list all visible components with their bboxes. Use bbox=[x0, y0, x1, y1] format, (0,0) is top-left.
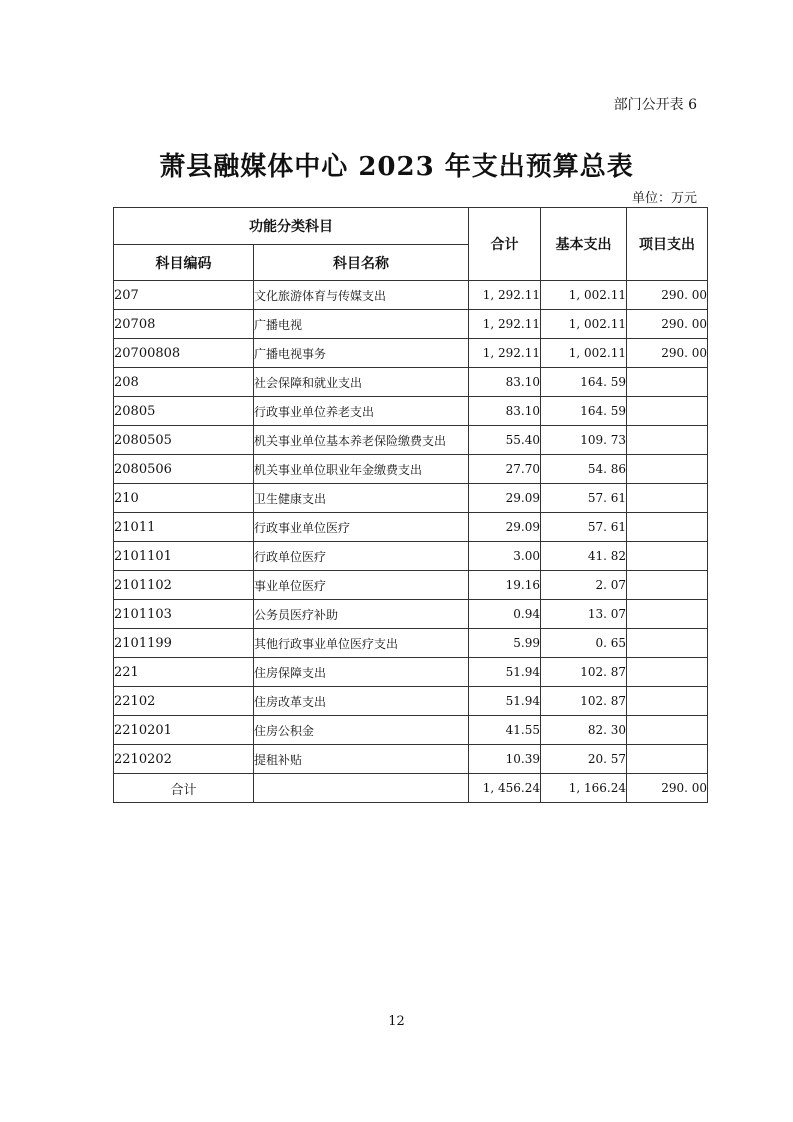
cell-basic: 41. 82 bbox=[541, 542, 627, 571]
cell-basic: 164. 59 bbox=[541, 368, 627, 397]
summary-basic: 1, 166.24 bbox=[541, 774, 627, 803]
cell-code: 2101199 bbox=[114, 629, 254, 658]
cell-code: 2101102 bbox=[114, 571, 254, 600]
table-row bbox=[114, 542, 708, 571]
cell-total: 1, 292.11 bbox=[469, 339, 541, 368]
cell-project bbox=[627, 513, 708, 542]
cell-basic: 102. 87 bbox=[541, 658, 627, 687]
header-total: 合计 bbox=[469, 208, 541, 281]
cell-project bbox=[627, 745, 708, 774]
cell-total: 83.10 bbox=[469, 368, 541, 397]
cell-project bbox=[627, 397, 708, 426]
cell-basic: 57. 61 bbox=[541, 513, 627, 542]
summary-row bbox=[114, 774, 708, 803]
cell-name: 提租补贴 bbox=[254, 745, 469, 774]
cell-basic: 2. 07 bbox=[541, 571, 627, 600]
cell-code: 20805 bbox=[114, 397, 254, 426]
cell-code: 22102 bbox=[114, 687, 254, 716]
cell-total: 5.99 bbox=[469, 629, 541, 658]
table-row bbox=[114, 484, 708, 513]
cell-project: 290. 00 bbox=[627, 339, 708, 368]
table-row bbox=[114, 600, 708, 629]
cell-total: 27.70 bbox=[469, 455, 541, 484]
summary-total: 1, 456.24 bbox=[469, 774, 541, 803]
cell-name: 行政事业单位医疗 bbox=[254, 513, 469, 542]
cell-total: 29.09 bbox=[469, 513, 541, 542]
cell-project bbox=[627, 455, 708, 484]
cell-total: 1, 292.11 bbox=[469, 310, 541, 339]
cell-basic: 102. 87 bbox=[541, 687, 627, 716]
summary-project: 290. 00 bbox=[627, 774, 708, 803]
cell-total: 83.10 bbox=[469, 397, 541, 426]
cell-name: 住房改革支出 bbox=[254, 687, 469, 716]
cell-basic: 109. 73 bbox=[541, 426, 627, 455]
header-category: 功能分类科目 bbox=[114, 208, 469, 245]
table-row bbox=[114, 426, 708, 455]
cell-code: 20708 bbox=[114, 310, 254, 339]
cell-basic: 20. 57 bbox=[541, 745, 627, 774]
cell-project bbox=[627, 658, 708, 687]
table-row bbox=[114, 658, 708, 687]
table-row bbox=[114, 687, 708, 716]
cell-total: 41.55 bbox=[469, 716, 541, 745]
cell-project bbox=[627, 687, 708, 716]
cell-name: 机关事业单位基本养老保险缴费支出 bbox=[254, 426, 469, 455]
cell-code: 2080505 bbox=[114, 426, 254, 455]
cell-total: 10.39 bbox=[469, 745, 541, 774]
form-number: 部门公开表 6 bbox=[613, 97, 697, 113]
unit-label: 单位：万元 bbox=[631, 191, 697, 206]
page-number: 12 bbox=[388, 1014, 405, 1029]
cell-name: 公务员医疗补助 bbox=[254, 600, 469, 629]
cell-project bbox=[627, 542, 708, 571]
cell-name: 文化旅游体育与传媒支出 bbox=[254, 281, 469, 310]
cell-code: 2210201 bbox=[114, 716, 254, 745]
cell-name: 行政事业单位养老支出 bbox=[254, 397, 469, 426]
cell-name: 其他行政事业单位医疗支出 bbox=[254, 629, 469, 658]
cell-name: 社会保障和就业支出 bbox=[254, 368, 469, 397]
header-basic: 基本支出 bbox=[541, 208, 627, 281]
cell-name: 机关事业单位职业年金缴费支出 bbox=[254, 455, 469, 484]
cell-basic: 1, 002.11 bbox=[541, 310, 627, 339]
cell-code: 2210202 bbox=[114, 745, 254, 774]
cell-code: 2101103 bbox=[114, 600, 254, 629]
table-row bbox=[114, 716, 708, 745]
budget-table bbox=[113, 207, 708, 803]
cell-project: 290. 00 bbox=[627, 310, 708, 339]
cell-total: 51.94 bbox=[469, 658, 541, 687]
cell-code: 2101101 bbox=[114, 542, 254, 571]
table-row bbox=[114, 368, 708, 397]
cell-name: 广播电视 bbox=[254, 310, 469, 339]
cell-basic: 13. 07 bbox=[541, 600, 627, 629]
table-row bbox=[114, 281, 708, 310]
cell-name: 卫生健康支出 bbox=[254, 484, 469, 513]
cell-code: 210 bbox=[114, 484, 254, 513]
table-row bbox=[114, 310, 708, 339]
cell-basic: 0. 65 bbox=[541, 629, 627, 658]
page-title: 萧县融媒体中心 2023 年支出预算总表 bbox=[159, 152, 634, 182]
cell-name: 住房保障支出 bbox=[254, 658, 469, 687]
cell-name: 住房公积金 bbox=[254, 716, 469, 745]
cell-basic: 1, 002.11 bbox=[541, 339, 627, 368]
table-row bbox=[114, 339, 708, 368]
cell-basic: 82. 30 bbox=[541, 716, 627, 745]
cell-basic: 57. 61 bbox=[541, 484, 627, 513]
cell-project bbox=[627, 368, 708, 397]
table-row bbox=[114, 397, 708, 426]
cell-total: 51.94 bbox=[469, 687, 541, 716]
cell-code: 2080506 bbox=[114, 455, 254, 484]
cell-total: 29.09 bbox=[469, 484, 541, 513]
cell-total: 19.16 bbox=[469, 571, 541, 600]
cell-project bbox=[627, 600, 708, 629]
cell-project bbox=[627, 426, 708, 455]
cell-total: 55.40 bbox=[469, 426, 541, 455]
cell-project bbox=[627, 716, 708, 745]
cell-project bbox=[627, 629, 708, 658]
table-row bbox=[114, 745, 708, 774]
cell-total: 1, 292.11 bbox=[469, 281, 541, 310]
table-row bbox=[114, 629, 708, 658]
table-row bbox=[114, 571, 708, 600]
cell-code: 20700808 bbox=[114, 339, 254, 368]
cell-project bbox=[627, 571, 708, 600]
header-project: 项目支出 bbox=[627, 208, 708, 281]
cell-project: 290. 00 bbox=[627, 281, 708, 310]
cell-code: 221 bbox=[114, 658, 254, 687]
cell-basic: 164. 59 bbox=[541, 397, 627, 426]
header-code: 科目编码 bbox=[114, 245, 254, 281]
cell-total: 0.94 bbox=[469, 600, 541, 629]
cell-name: 行政单位医疗 bbox=[254, 542, 469, 571]
cell-code: 207 bbox=[114, 281, 254, 310]
summary-name bbox=[254, 774, 469, 803]
header-name: 科目名称 bbox=[254, 245, 469, 281]
cell-code: 21011 bbox=[114, 513, 254, 542]
table-row bbox=[114, 455, 708, 484]
cell-basic: 1, 002.11 bbox=[541, 281, 627, 310]
cell-name: 广播电视事务 bbox=[254, 339, 469, 368]
table-row bbox=[114, 513, 708, 542]
cell-code: 208 bbox=[114, 368, 254, 397]
cell-project bbox=[627, 484, 708, 513]
cell-total: 3.00 bbox=[469, 542, 541, 571]
cell-basic: 54. 86 bbox=[541, 455, 627, 484]
cell-name: 事业单位医疗 bbox=[254, 571, 469, 600]
summary-label: 合计 bbox=[114, 774, 254, 803]
